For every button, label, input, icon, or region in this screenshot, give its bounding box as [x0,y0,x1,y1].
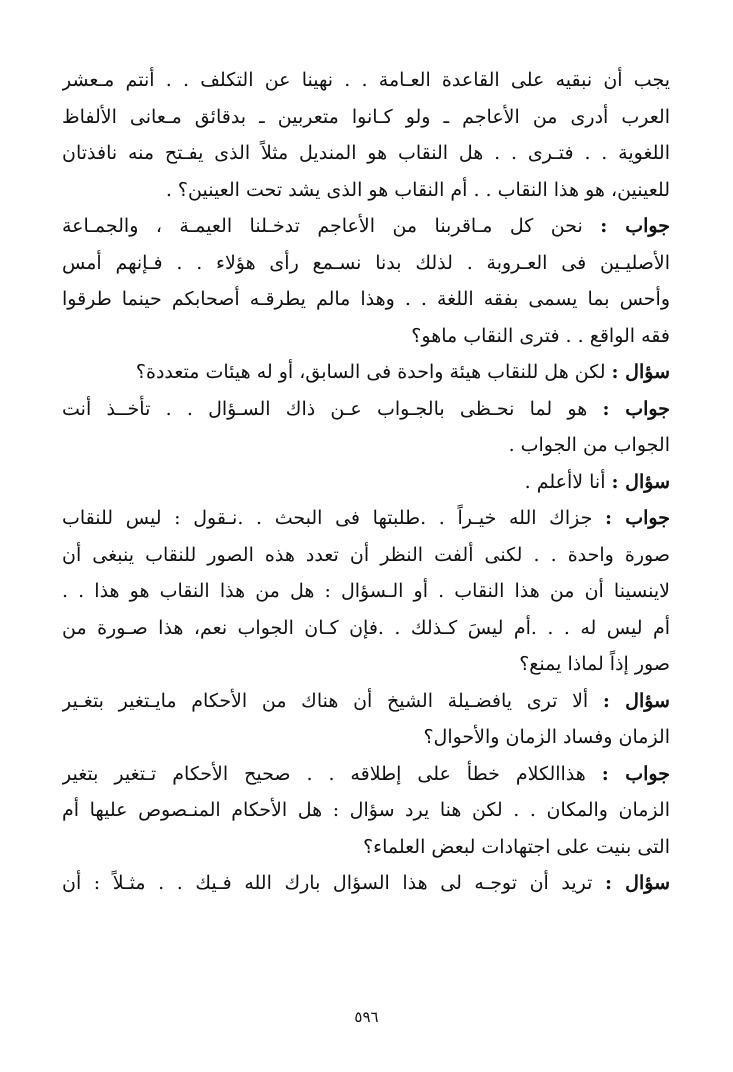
line-text: لكن هل للنقاب هيئة واحدة فى السابق، أو له هيئات متعددة؟ [135,361,612,383]
question-label: سؤال : [605,872,670,894]
text-line [62,756,670,793]
line-text: الزمان والمكان . . لكن هنا يرد سؤال : هل الأحكام المنـصوص عليها أم [62,799,670,821]
line-text: صورة واحدة . . لكنى ألفت النظر أن تعدد هذه الصور للنقاب ينبغى أن [62,543,670,566]
line-text: فقه الواقع . . فترى النقاب ماهو؟ [411,324,670,347]
line-text: تريد أن توجـه لى هذا السؤال بارك الله فـيك . . مثـلاً : أن [62,872,606,894]
question-label: سؤال : [602,689,670,712]
answer-label: جواب : [605,507,670,529]
line-text: العرب أدرى من الأعاجم ـ ولو كـانوا متعربين ـ بدقائق مـعانى الألفاظ [62,105,670,128]
line-text: جزاك الله خيـراً . .طلبتها فى البحث . .نـقول : ليس للنقاب [62,507,606,529]
line-text: أنا لاأعلم . [524,470,612,493]
line-text: ألا ترى يافضـيلة الشيخ أن هناك من الأحكام مايـتغير بتغـير [62,689,603,712]
text-line [62,464,670,501]
line-text: اللغوية . . فتـرى . . هل النقاب هو المنديل مثلاً الذى يفـتح منه نافذتان [62,142,670,164]
text-line [62,427,670,464]
text-line [62,683,670,720]
text-line [62,354,670,391]
text-line [62,208,670,245]
text-line [62,281,670,318]
line-text: الزمان وفساد الزمان والأحوال؟ [423,726,670,748]
line-text: نحن كل مـاقربنا من الأعاجم تدخـلنا العيمـة ، والجمـاعة [62,215,601,237]
line-text: الجواب من الجواب . [508,434,670,456]
text-line [62,172,670,209]
question-label: سؤال : [611,361,670,383]
text-line [62,245,670,282]
text-line [62,829,670,866]
line-text: هذاالكلام خطأ على إطلاقه . . صحيح الأحكام تـتغير بتغير [62,762,602,785]
answer-label: جواب : [600,215,670,237]
text-line [62,865,670,902]
text-line [62,573,670,610]
text-line [62,318,670,355]
line-text: للعينين، هو هذا النقاب . . أم النقاب هو الذى يشد تحت العينين؟ . [165,178,670,201]
text-line [62,537,670,574]
line-text: هو لما نحـظى بالجـواب عـن ذاك السـؤال . . تأخــذ أنت [62,397,603,420]
line-text: يجب أن نبقيه على القاعدة العـامة . . نهينا عن التكلف . . أنتم مـعشر [62,69,670,91]
line-text: التى بنيت على اجتهادات لبعض العلماء؟ [363,835,670,858]
body-text [62,62,670,902]
page-number: ٥٩٦ [354,1008,379,1026]
line-text: لاينسينا أن من هذا النقاب . أو الـسؤال : هل من هذا النقاب هو هذا . . [62,580,670,602]
line-text: وأحس بما يسمى بفقه اللغة . . وهذا مالم يطرقـه أصحابكم حينما طرقوا [62,288,670,310]
text-line [62,99,670,136]
text-line [62,719,670,756]
answer-label: جواب : [602,397,670,420]
line-text: أم ليس له . . .أم ليسَ كـذلك . .فإن كـان الجواب نعم، هذا صـورة من [62,616,670,639]
text-line [62,135,670,172]
answer-label: جواب : [601,762,670,785]
text-line [62,610,670,647]
question-label: سؤال : [611,470,670,493]
text-line [62,391,670,428]
text-line [62,500,670,537]
text-line [62,646,670,683]
text-line [62,62,670,99]
text-line [62,792,670,829]
line-text: صور إذاً لماذا يمنع؟ [519,653,670,675]
line-text: الأصليـين فى العـروبة . لذلك بدنا نسـمع رأى هؤلاء . . فـإنهم أمس [62,251,670,274]
